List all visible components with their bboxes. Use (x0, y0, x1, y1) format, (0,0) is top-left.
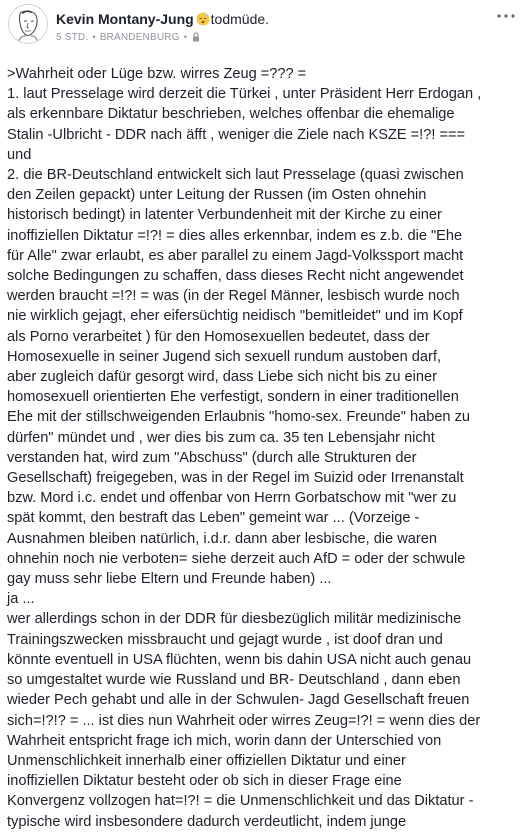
post-line: inoffiziellen Diktatur besteht oder ob sich in dieser Frage eine (7, 773, 402, 790)
post-text (7, 64, 521, 832)
post-line: Ausnahmen bleiben natürlich, i.d.r. dann aber lesbische, die waren (7, 530, 437, 547)
post-line: Konvergenz vollzogen hat=!?! = die Unmenschlichkeit und das Diktatur - (7, 793, 474, 810)
post-line: ja ... (7, 591, 35, 608)
post-line: für Alle" zwar erlaubt, es aber parallel zu einem Jagd-Volkssport macht (7, 247, 464, 264)
post-line: Trainingszwecken missbraucht und gejagt wurde , ist doof dran und (7, 631, 443, 648)
more-options-icon[interactable] (496, 12, 516, 20)
post-location[interactable]: BRANDENBURG (99, 31, 180, 43)
post-line: Gesellschaft) freigegeben, was in der Regel im Suizid oder Irrenanstalt (7, 470, 464, 487)
post-line: werden braucht =!?! = was (in der Regel Männer, lesbisch wurde noch (7, 288, 460, 305)
post-header (0, 0, 526, 56)
post-line: homosexuell orientierten Ehe verfestigt, sondern in einer traditionellen (7, 389, 459, 406)
author-line (56, 10, 269, 28)
post-line: gay muss sehr liebe Eltern und Freunde haben) ... (7, 571, 332, 588)
meta-separator: • (92, 32, 96, 42)
post-line: typische wird insbesondere dadurch verdeutlicht, indem junge (7, 813, 407, 830)
avatar-sketch-icon (9, 5, 47, 43)
post-line: wieder Pech gehabt und alle in der Schwulen- Jagd Gesellschaft freuen (7, 692, 470, 709)
post-line: inoffiziellen Diktatur =!?! = dies alles erkennbar, indem es z.b. die "Ehe (7, 227, 463, 244)
post-line: 1. laut Presselage wird derzeit die Türkei , unter Präsident Herr Erdogan , (7, 86, 482, 103)
post-line: sich=!?!? = ... ist dies nun Wahrheit oder wirres Zeug=!?! = wenn dies der (7, 712, 481, 729)
post-line: und (7, 146, 32, 163)
post-line: den Zeilen gepackt) unter Leitung der Russen (im Osten ohnehin (7, 187, 427, 204)
post-line: dürfen" mündet und , wer dies bis zum ca. 35 ten Lebensjahr nicht (7, 429, 435, 446)
post-line: solche Bedingungen zu schaffen, dass dieses Recht nicht angewendet (7, 268, 464, 285)
post-line: nie wirklich gejagt, eher eifersüchtig neidisch "bemitleidet" und im Kopf (7, 308, 463, 325)
post-line: Ehe mit der stillschweigenden Erlaubnis "homo-sex. Freunde" haben zu (7, 409, 471, 426)
post-time[interactable]: 5 STD. (56, 31, 89, 43)
post-line: wer allerdings schon in der DDR für diesbezüglich militär medizinische (7, 611, 462, 628)
feeling-text: todmüde. (210, 11, 270, 27)
post-line: verstanden hat, wird zum "Abschuss" (durch alle Strukturen der (7, 449, 417, 466)
post-line: >Wahrheit oder Lüge bzw. wirres Zeug =??? = (7, 66, 307, 82)
avatar[interactable] (8, 4, 48, 44)
post-line: aber zugleich dafür gesorgt wird, dass Liebe sich nicht bis zu einer (7, 369, 437, 386)
post-line: spät kommt, den bestraft das Leben" gemeint war ... (Vorzeige - (7, 510, 420, 527)
post-line: Homosexuelle in seiner Jugend sich sexuell rundum austoben darf, (7, 348, 442, 365)
meta-separator-2: • (183, 32, 188, 42)
post-line: ohnehin noch nie verboten= siehe derzeit auch AfD = oder der schwule (7, 550, 466, 567)
post-meta (56, 31, 200, 43)
post-line: 2. die BR-Deutschland entwickelt sich laut Presselage (quasi zwischen (7, 167, 464, 184)
post-line: so umgestaltet wurde wie Russland und BR- Deutschland , dann eben (7, 672, 461, 689)
post-line: Stalin -Ulbricht - DDR nach äfft , weniger die Ziele nach KSZE =!?! === (7, 126, 466, 143)
author-name[interactable]: Kevin Montany-Jung (56, 11, 194, 27)
post-line: könnte eventuell in USA flüchten, wenn bis dahin USA nicht auch genau (7, 651, 472, 668)
post-line: Wahrheit entspricht frage ich mich, worin dann der Unterschied von (7, 732, 442, 749)
post-line: als Porno verarbeitet ) für den Homosexuellen bedeutet, dass der (7, 328, 430, 345)
sleepy-face-icon (196, 12, 210, 26)
post-line: bzw. Mord i.c. endet und offenbar von Herrn Gorbatschow mit "wer zu (7, 490, 457, 507)
lock-icon (192, 32, 200, 42)
post-line: als erkennbare Diktatur beschrieben, welches offenbar die ehemalige (7, 106, 455, 123)
post-line: historisch bedingt) in latenter Verbundenheit mit der Kirche zu einer (7, 207, 442, 224)
post-line: Unmenschlichkeit innerhalb einer offiziellen Diktatur und einer (7, 752, 406, 769)
